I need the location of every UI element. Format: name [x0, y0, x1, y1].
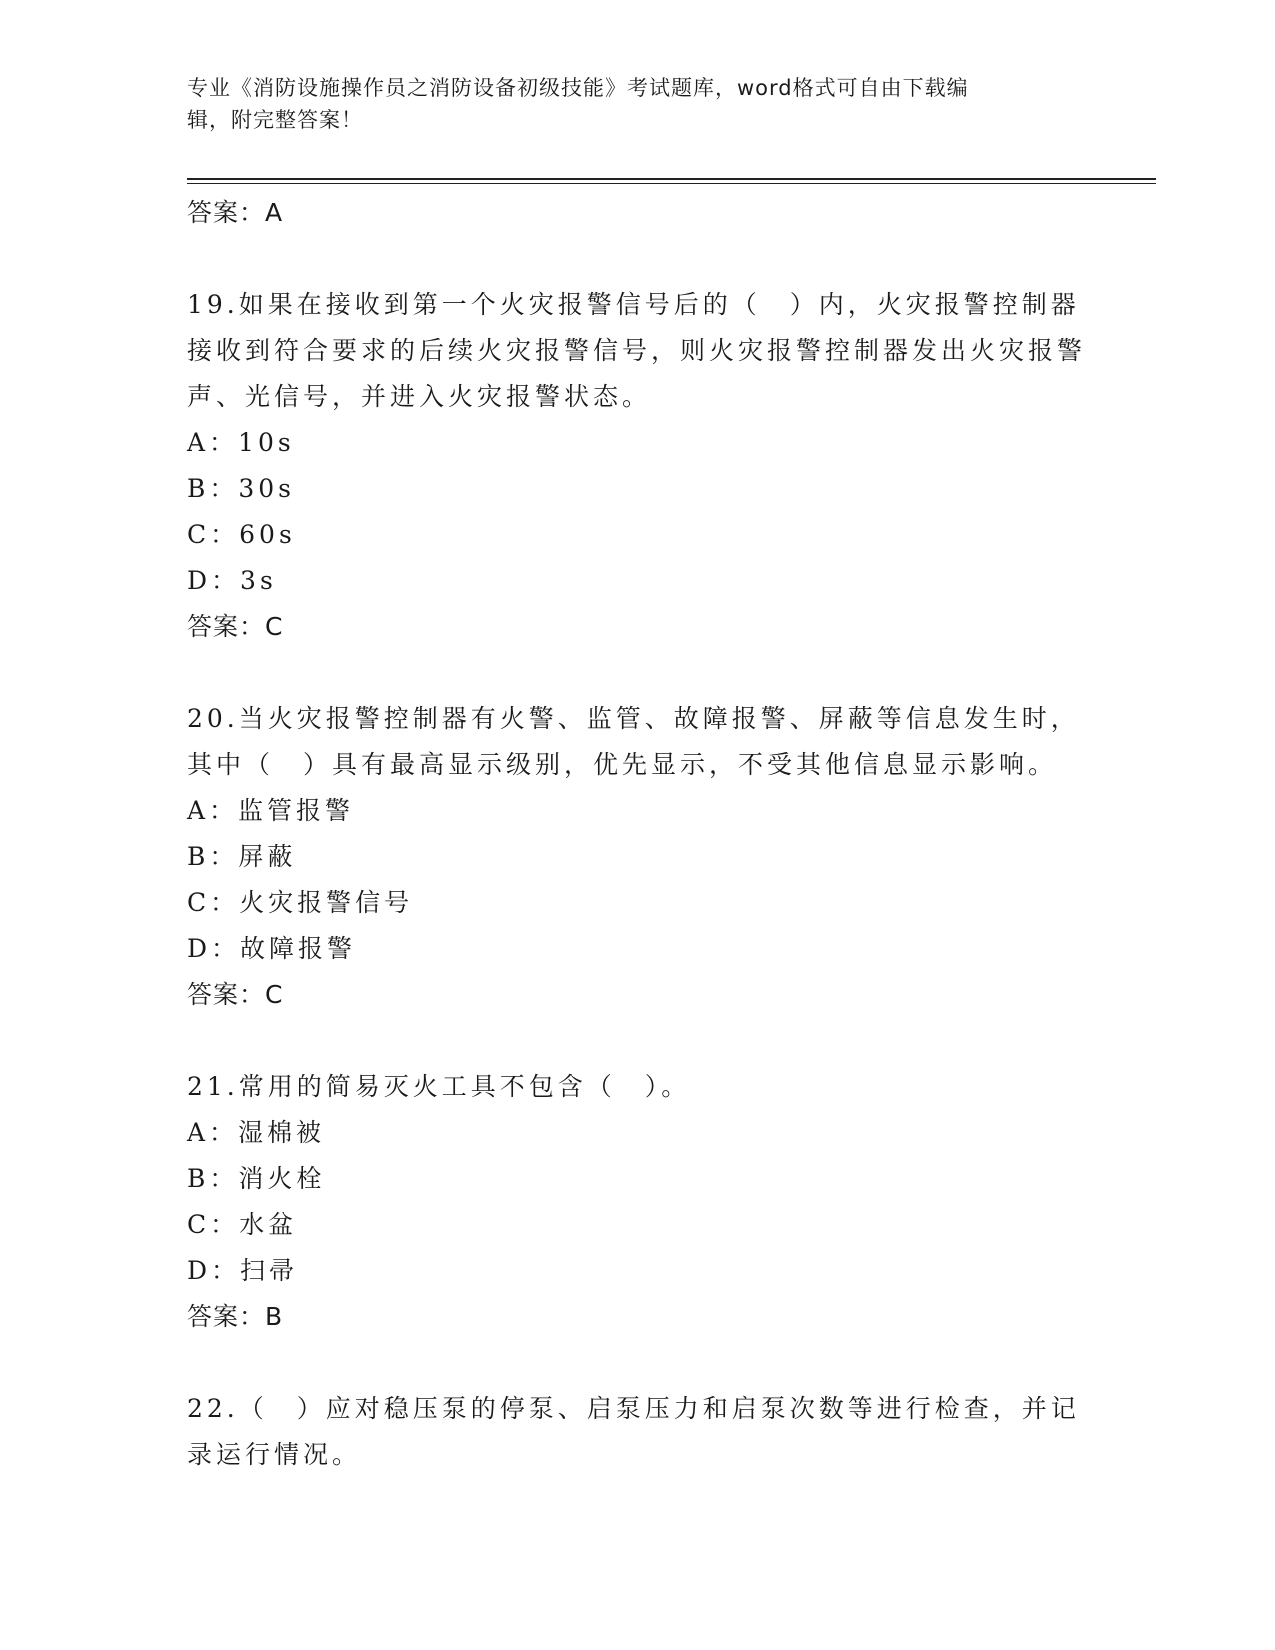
question-text: 22.（ ）应对稳压泵的停泵、启泵压力和启泵次数等进行检查，并记录运行情况。 [187, 1394, 1080, 1469]
option-c: C：水盆 [187, 1210, 298, 1239]
document-header [187, 72, 1067, 136]
question-text: 20.当火灾报警控制器有火警、监管、故障报警、屏蔽等信息发生时，其中（ ）具有最高显示级别，优先显示，不受其他信息显示影响。 [187, 704, 1080, 779]
header-line-2: 辑，附完整答案！ [187, 108, 363, 132]
option-d: D：故障报警 [187, 934, 357, 963]
question-20 [187, 696, 1087, 1018]
question-list [187, 190, 1087, 1478]
header-line-1: 专业《消防设施操作员之消防设备初级技能》考试题库，word格式可自由下载编 [187, 76, 969, 100]
answer: 答案：B [187, 1302, 284, 1331]
question-text: 19.如果在接收到第一个火灾报警信号后的（ ）内，火灾报警控制器接收到符合要求的后续火灾报警信号，则火灾报警控制器发出火灾报警声、光信号，并进入火灾报警状态。 [187, 290, 1087, 411]
option-b: B：屏蔽 [187, 842, 297, 871]
option-d: D：扫帚 [187, 1256, 299, 1285]
option-c: C：60s [187, 520, 296, 549]
previous-answer: 答案：A [187, 198, 284, 227]
question-22 [187, 1386, 1087, 1478]
header-divider-thick [187, 178, 1156, 180]
header-divider-thin [187, 183, 1156, 184]
answer: 答案：C [187, 612, 284, 641]
question-text: 21.常用的简易灭火工具不包含（ ）。 [187, 1072, 691, 1101]
option-d: D：3s [187, 566, 277, 595]
option-b: B：消火栓 [187, 1164, 326, 1193]
option-a: A：湿棉被 [187, 1118, 326, 1147]
option-a: A：10s [187, 428, 295, 457]
option-b: B：30s [187, 474, 296, 503]
question-19 [187, 282, 1087, 650]
question-21 [187, 1064, 1087, 1340]
answer: 答案：C [187, 980, 284, 1009]
option-a: A：监管报警 [187, 796, 355, 825]
option-c: C：火灾报警信号 [187, 888, 414, 917]
